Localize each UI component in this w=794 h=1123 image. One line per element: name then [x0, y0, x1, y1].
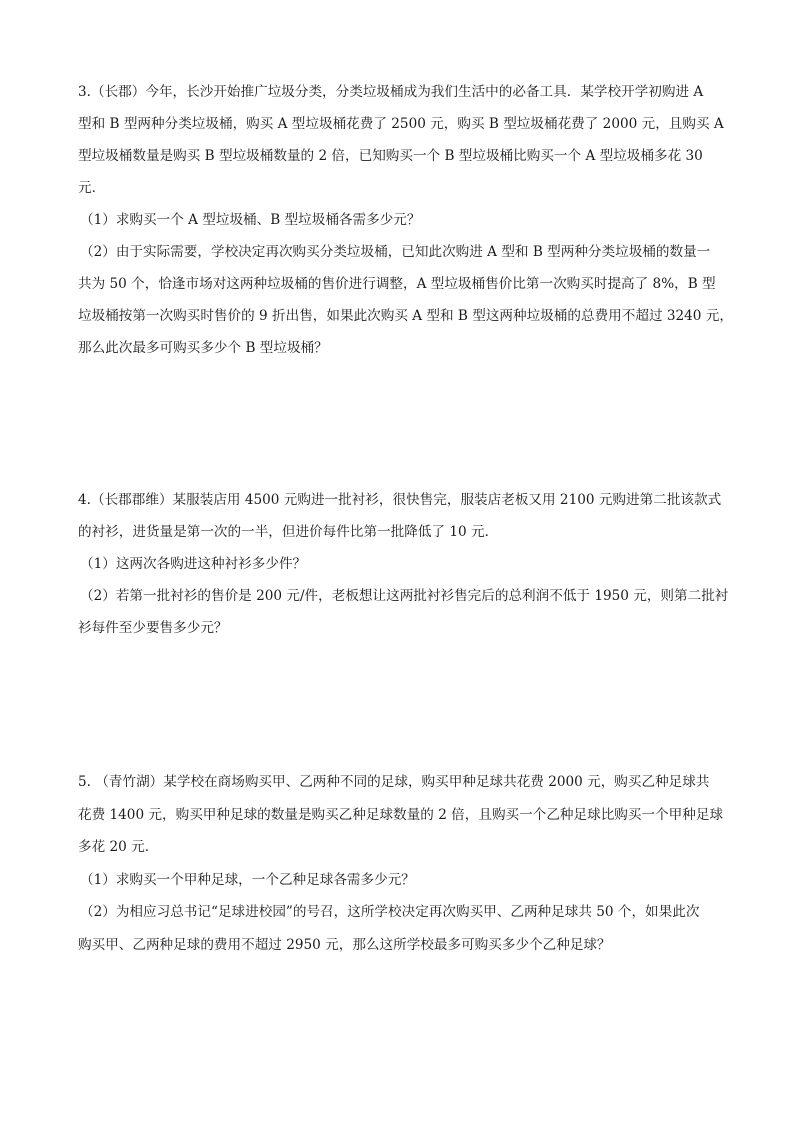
problem-text-line: 衫每件至少要售多少元？	[78, 620, 228, 636]
problem-text-line: 多花 20 元．	[78, 839, 159, 855]
sub-question-1: （1）这两次各购进这种衬衫多少件？	[80, 556, 307, 572]
problem-4	[78, 488, 729, 648]
problem-text-line: 元．	[78, 180, 106, 196]
sub-question-1: （1）求购买一个 A 型垃圾桶、B 型垃圾桶各需多少元？	[80, 212, 421, 228]
problem-5	[78, 770, 724, 965]
problem-text-line: 购买甲、乙两种足球的费用不超过 2950 元，那么这所学校最多可购买多少个乙种足球？	[78, 936, 611, 953]
problem-text-line: 共为 50 个，恰逢市场对这两种垃圾桶的售价进行调整，A 型垃圾桶售价比第一次购买时提高了 8%，B 型	[78, 276, 716, 292]
sub-question-2: （2）为相应习总书记“足球进校园”的号召，这所学校决定再次购买甲、乙两种足球共 50 个，如果此次	[80, 904, 700, 920]
problem-text-line: 型垃圾桶数量是购买 B 型垃圾桶数量的 2 倍，已知购买一个 B 型垃圾桶比购买一个 A 型垃圾桶多花 30	[78, 148, 703, 164]
problem-text-line: 的衬衫，进货量是第一次的一半，但进价每件比第一批降低了 10 元．	[78, 524, 499, 540]
sub-question-1: （1）求购买一个甲种足球，一个乙种足球各需多少元？	[80, 871, 415, 888]
problem-text-line: 花费 1400 元，购买甲种足球的数量是购买乙种足球数量的 2 倍，且购买一个乙种足球比购买一个甲种足球	[78, 806, 724, 823]
sub-question-2: （2）若第一批衬衫的售价是 200 元/件，老板想让这两批衬衫售完后的总利润不低于 1950 元，则第二批衬	[80, 588, 729, 604]
problem-3	[78, 80, 733, 368]
problem-text-line: 3.（长郡）今年，长沙开始推广垃圾分类，分类垃圾桶成为我们生活中的必备工具．某学校开学初购进 A	[78, 84, 704, 100]
problem-text-line: 5. （青竹湖）某学校在商场购买甲、乙两种不同的足球，购买甲种足球共花费 2000 元，购买乙种足球共	[78, 774, 710, 790]
sub-question-2: （2）由于实际需要，学校决定再次购买分类垃圾桶，已知此次购进 A 型和 B 型两种分类垃圾桶的数量一	[80, 244, 711, 260]
problem-text-line: 型和 B 型两种分类垃圾桶，购买 A 型垃圾桶花费了 2500 元，购买 B 型垃圾桶花费了 2000 元，且购买 A	[78, 116, 724, 132]
problem-text-line: 那么此次最多可购买多少个 B 型垃圾桶？	[78, 340, 328, 356]
problem-text-line: 4.（长郡郡维）某服装店用 4500 元购进一批衬衫，很快售完，服装店老板又用 2100 元购进第二批该款式	[78, 492, 722, 508]
problem-text-line: 垃圾桶按第一次购买时售价的 9 折出售，如果此次购买 A 型和 B 型这两种垃圾桶的总费用不超过 3240 元，	[78, 308, 733, 324]
